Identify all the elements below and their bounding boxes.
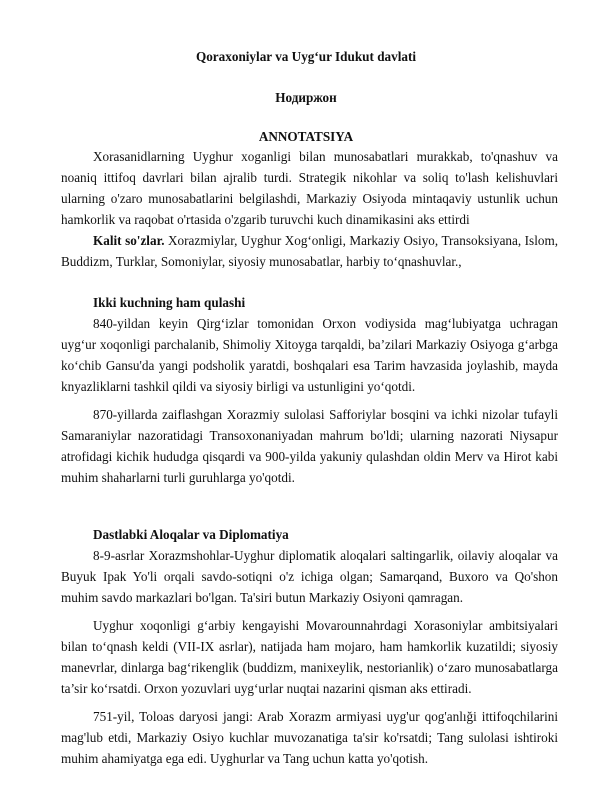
body-paragraph: 840-yildan keyin Qirg‘izlar tomonidan Orxon vodiysida mag‘lubiyatga uchragan uyg‘ur xoqonligi parchalanib, Shimoliy Xitoyga tarqaldi, ba’zilari Markaziy Osiyoga g‘arbga ko‘chib Gansu'da yangi podsholik yaratdi, boshqalari esa Tarim havzasida joylashib, mayda knyazliklarni tashkil qildi va siyosiy birligi va ustunligini yo‘qotdi. <box>61 316 558 394</box>
body-paragraph: 8-9-asrlar Xorazmshohlar-Uyghur diplomatik aloqalari saltingarlik, oilaviy aloqalar va Buyuk Ipak Yo'li orqali savdo-sotiqni o'z ichiga olgan; Samarqand, Buxoro va Qo'shon muhim savdo markazlari bo'lgan. Ta'siri butun Markaziy Osiyoni qamragan. <box>61 548 558 605</box>
body-paragraph: 751-yil, Toloas daryosi jangi: Arab Xorazm armiyasi uyg'ur qog'anlıği ittifoqchilarini mag'lub etdi, Markaziy Osiyo kuchlar muvozanatiga ta'sir ko'rsatdi; Tang sulolasi ishtiroki muhim ahamiyatga ega edi. Uyghurlar va Tang uchun katta yo'qotish. <box>61 709 558 766</box>
body-paragraph: 870-yillarda zaiflashgan Xorazmiy sulolasi Safforiylar bosqini va ichki nizolar tufayli Samaraniylar nazoratidagi Transoxonaniyadan mahrum bo'ldi; ularning nazorati Niysapur atrofidagi kichik hududga qisqardi va 900-yilda yakuniy qulashdan oldin Merv va Hirot kabi muhim shaharlarni turli guruhlarga yo'qotdi. <box>61 407 558 485</box>
section-diplomacy <box>61 524 558 769</box>
annotation-heading: ANNOTATSIYA <box>258 129 354 144</box>
keywords-paragraph <box>61 230 558 272</box>
section-heading: Ikki kuchning ham qulashi <box>93 295 246 310</box>
section-heading: Dastlabki Aloqalar va Diplomatiya <box>93 527 289 542</box>
keywords-text: Xorazmiylar, Uyghur Xog‘onligi, Markaziy Osiyo, Transoksiyana, Islom, Buddizm, Turklar, Somoniylar, siyosiy munosabatlar, harbiy to‘qnashuvlar., <box>61 233 559 269</box>
abstract-block <box>61 146 558 272</box>
document-title: Qoraxoniylar va Uyg‘ur Idukut davlati <box>195 49 417 64</box>
keywords-label: Kalit so'zlar. <box>93 233 165 248</box>
body-paragraph: Uyghur xoqonligi g‘arbiy kengayishi Movarounnahrdagi Xorasoniylar ambitsiyalari bilan to‘qnash keldi (VII-IX asrlar), natijada ham mojaro, ham hamkorlik kuzatildi; siyosiy manevrlar, dinlarga bag‘rikenglik (buddizm, manixeylik, nestorianlik) o‘zaro munosabatlarga ta’sir ko‘rsatdi. Orxon yozuvlari uyg‘urlar nuqtai nazarini qisman aks ettiradi. <box>61 618 558 696</box>
abstract-paragraph: Xorasanidlarning Uyghur xoganligi bilan munosabatlari murakkab, to'qnashuv va noaniq ittifoq davrlari bilan ajralib turdi. Strategik nikohlar va soliq to'lash kelishuvlari ularning o'zaro munosabatlarini belgilashdi, Markaziy Osiyoda mintaqaviy ustunlik uchun hamkorlik va raqobat o'rtasida o'zgarib turuvchi kuch dinamikasini aks ettirdi <box>61 149 558 227</box>
section-collapse <box>61 292 558 488</box>
author-name: Нодиржон <box>275 90 337 105</box>
